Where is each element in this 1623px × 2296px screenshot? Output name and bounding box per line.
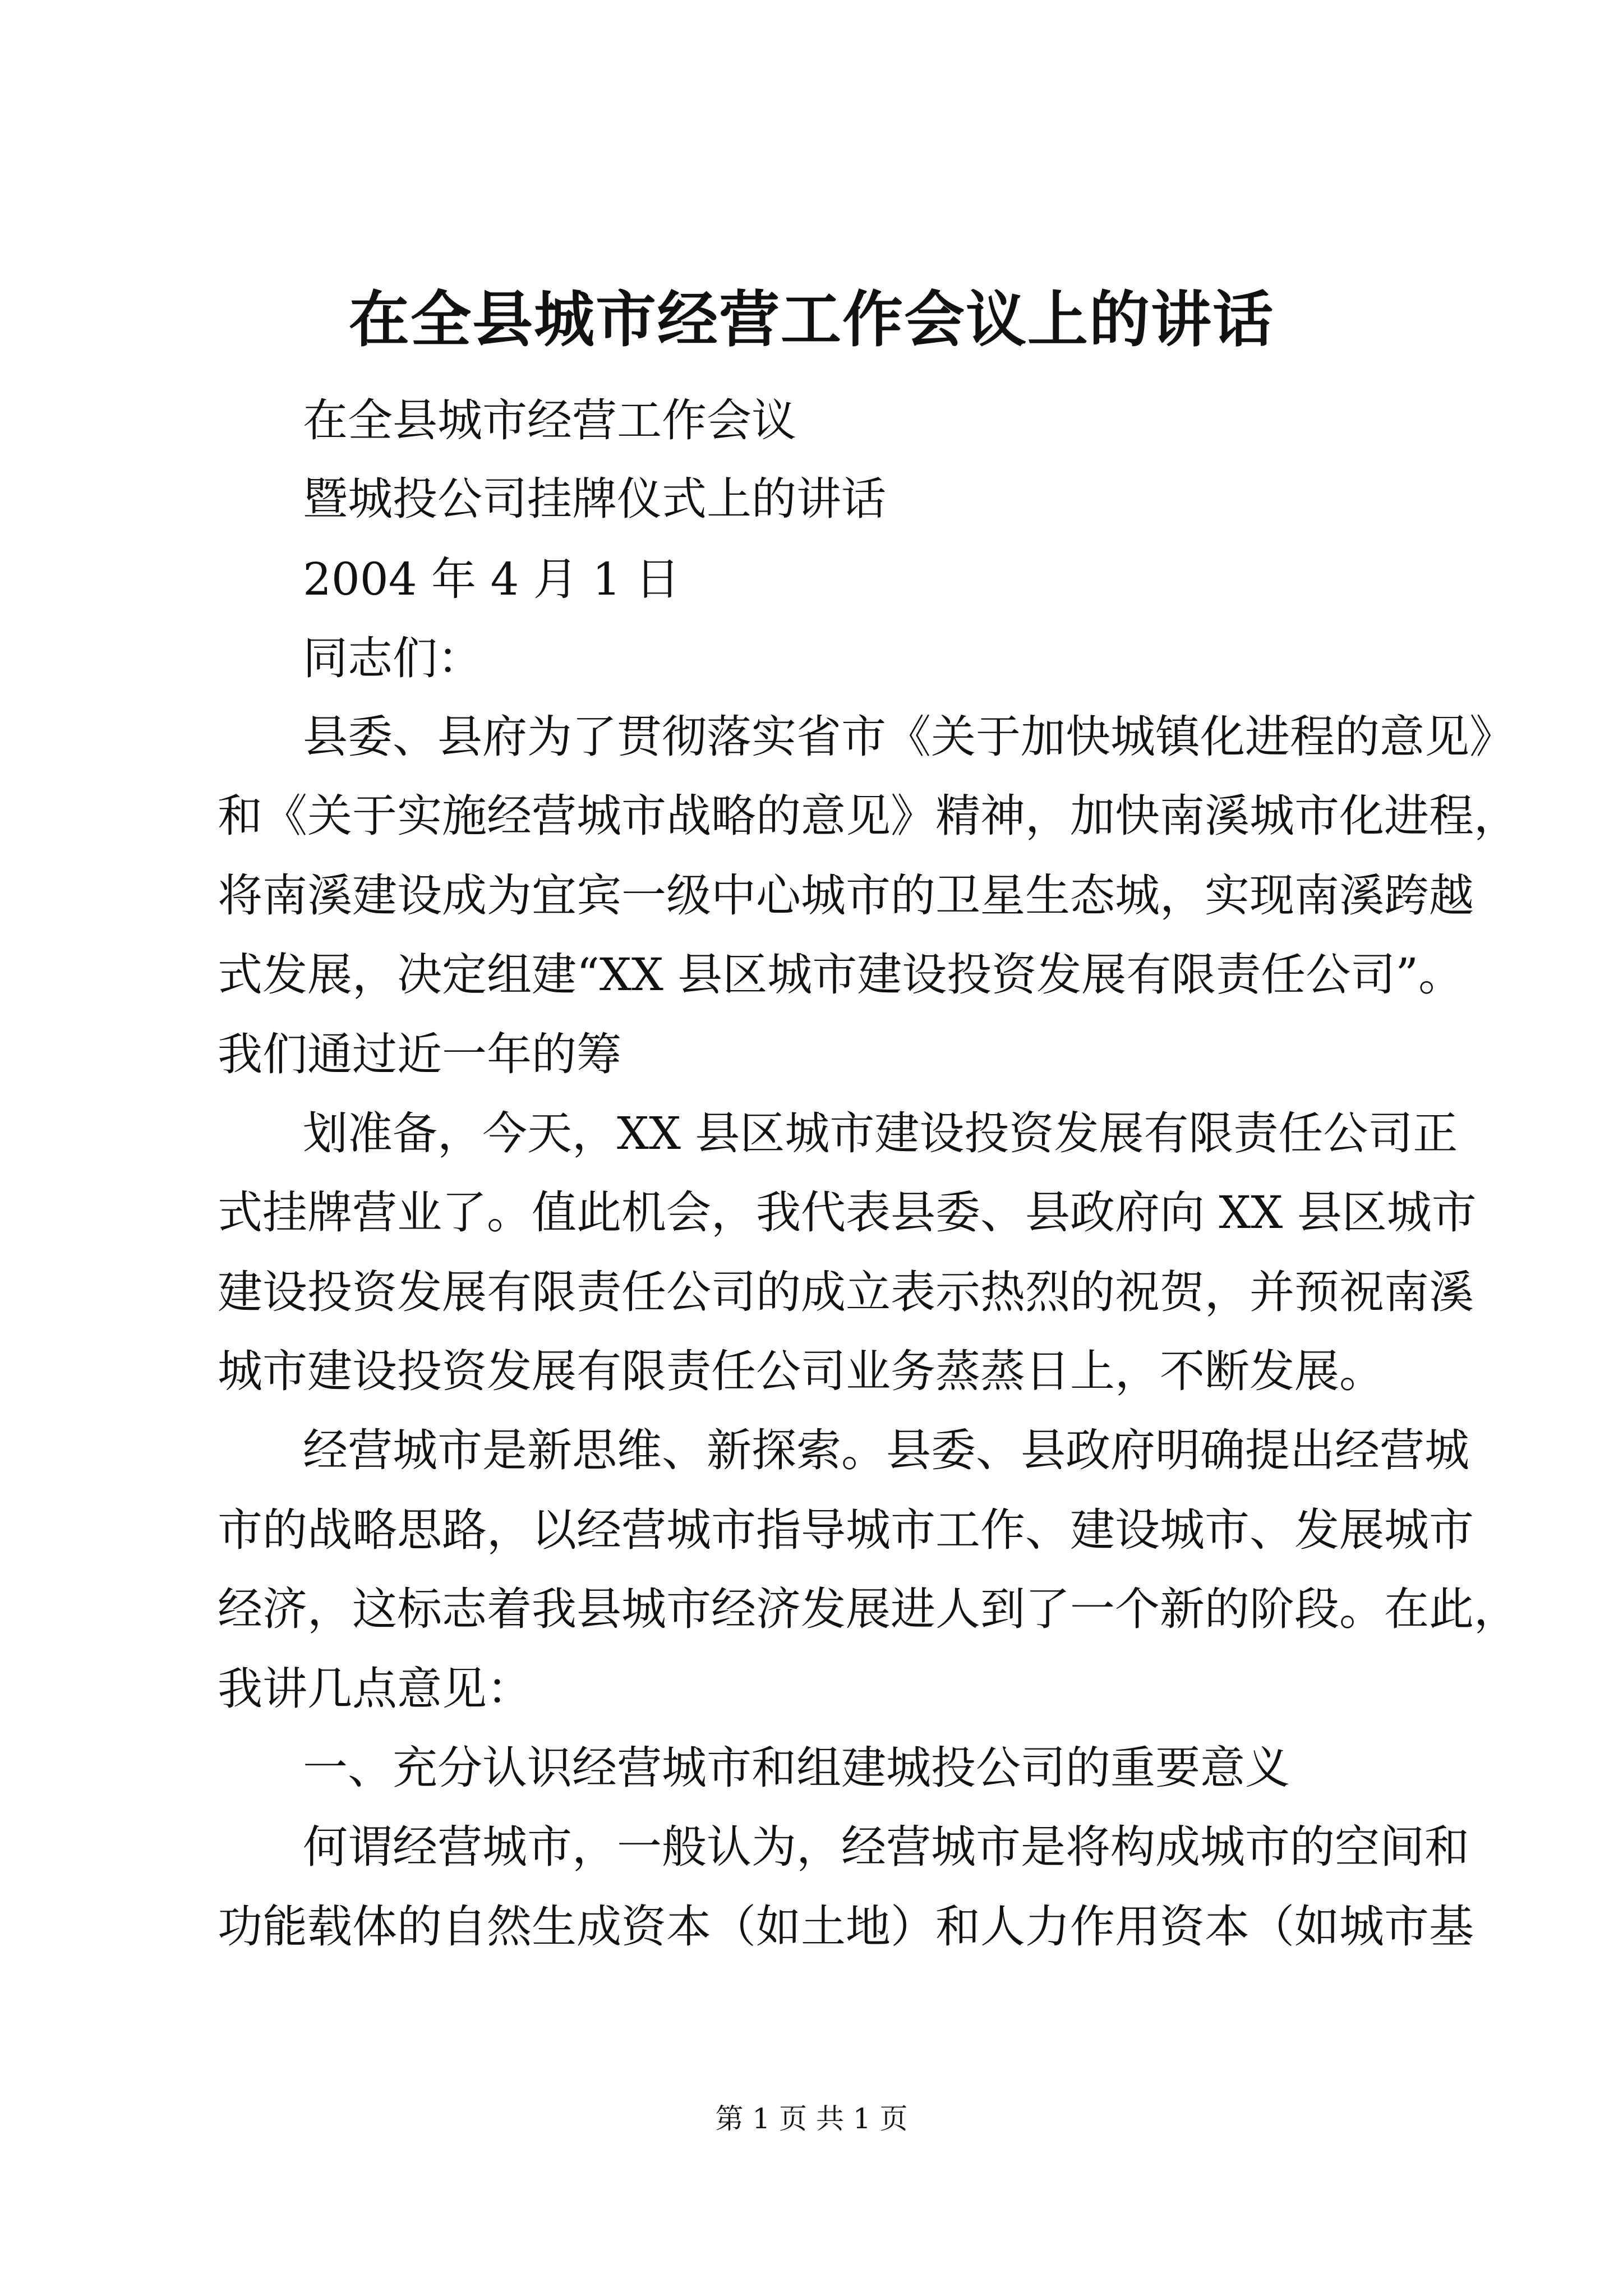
paragraph-line: 市的战略思路，以经营城市指导城市工作、建设城市、发展城市: [218, 1504, 1474, 1556]
paragraph-line: 划准备，今天，XX 县区城市建设投资发展有限责任公司正: [303, 1107, 1458, 1159]
paragraph-line: 我们通过近一年的筹: [218, 1028, 621, 1080]
paragraph-line: 将南溪建设成为宜宾一级中心城市的卫星生态城，实现南溪跨越: [218, 869, 1474, 922]
salutation: 同志们：: [303, 632, 482, 684]
paragraph-line: 建设投资发展有限责任公司的成立表示热烈的祝贺，并预祝南溪: [218, 1266, 1474, 1318]
paragraph-line: 式挂牌营业了。值此机会，我代表县委、县政府向 XX 县区城市: [218, 1186, 1477, 1239]
paragraph-line: 城市建设投资发展有限责任公司业务蒸蒸日上，不断发展。: [218, 1345, 1384, 1397]
paragraph-line: 功能载体的自然生成资本（如土地）和人力作用资本（如城市基: [218, 1901, 1474, 1953]
paragraph-line: 式发展，决定组建“XX 县区城市建设投资发展有限责任公司”。: [218, 949, 1464, 1001]
document-title: 在全县城市经营工作会议上的讲话: [348, 284, 1274, 355]
paragraph-line: 何谓经营城市，一般认为，经营城市是将构成城市的空间和: [303, 1821, 1469, 1873]
paragraph-line: 我讲几点意见：: [218, 1663, 532, 1715]
date-line: 2004 年 4 月 1 日: [303, 553, 680, 605]
paragraph-line: 和《关于实施经营城市战略的意见》精神，加快南溪城市化进程，: [218, 790, 1519, 842]
page-footer: 第 1 页 共 1 页: [715, 2102, 908, 2135]
subtitle-line-1: 在全县城市经营工作会议: [303, 394, 796, 447]
section-heading: 一、充分认识经营城市和组建城投公司的重要意义: [303, 1742, 1290, 1794]
paragraph-line: 经营城市是新思维、新探索。县委、县政府明确提出经营城: [303, 1424, 1469, 1476]
paragraph-line: 经济，这标志着我县城市经济发展进人到了一个新的阶段。在此，: [218, 1583, 1519, 1635]
paragraph-line: 县委、县府为了贯彻落实省市《关于加快城镇化进程的意见》: [303, 711, 1514, 763]
subtitle-line-2: 暨城投公司挂牌仪式上的讲话: [303, 473, 886, 525]
